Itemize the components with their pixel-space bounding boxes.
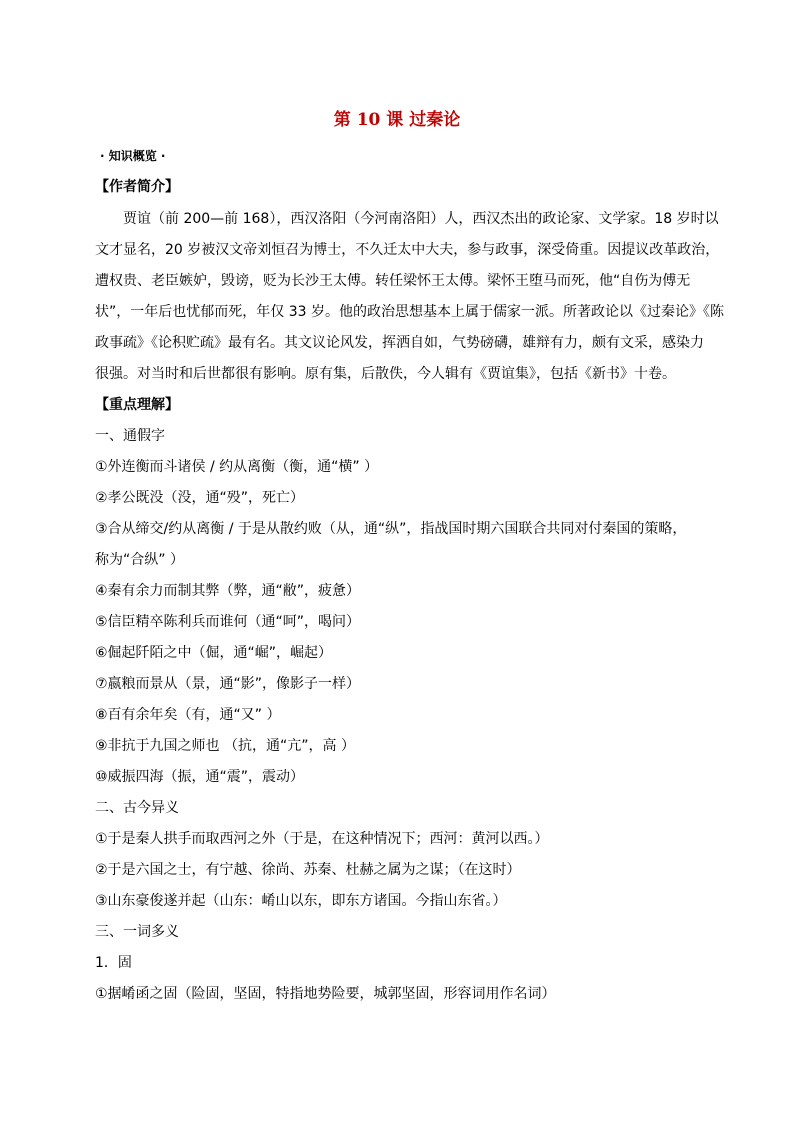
tongjia-item-5: ⑤信臣精卒陈利兵而谁何（通“呵”，喝问） xyxy=(95,614,361,630)
author-line-4: 状”，一年后也忧郁而死，年仅 33 岁。他的政治思想基本上属于儒家一派。所著政论以《过秦论》《陈 xyxy=(95,304,724,320)
tongjia-item-3: ③合从缔交/约从离衡 / 于是从散约败（从，通“纵”，指战国时期六国联合共同对付秦国的策略， xyxy=(95,521,687,537)
tongjia-item-9: ⑨非抗于九国之师也 （抗，通“亢”，高 ） xyxy=(95,738,355,754)
gujin-item-1: ①于是秦人拱手而取西河之外（于是，在这种情况下；西河：黄河以西。） xyxy=(95,831,549,847)
author-line-2: 文才显名，20 岁被汉文帝刘恒召为博士，不久迁太中大夫，参与政事，深受倚重。因提议改革政治， xyxy=(95,242,720,258)
tongjia-item-2: ②孝公既没（没，通“殁”，死亡） xyxy=(95,490,305,506)
author-line-1: 贾谊（前 200—前 168），西汉洛阳（今河南洛阳）人，西汉杰出的政论家、文学家。18 岁时以 xyxy=(123,211,719,227)
author-line-5: 政事疏》《论积贮疏》最有名。其文议论风发，挥洒自如，气势磅礴，雄辩有力，颇有文采，感染力 xyxy=(95,335,704,351)
section-yiciduoyi-heading: 三、一词多义 xyxy=(95,924,179,940)
tongjia-item-6: ⑥倔起阡陌之中（倔，通“崛”，崛起） xyxy=(95,645,333,661)
author-line-6: 很强。对当时和后世都很有影响。原有集，后散佚，今人辑有《贾谊集》，包括《新书》十卷。 xyxy=(95,366,676,382)
overview-label: · 知识概览 · xyxy=(100,149,166,163)
gujin-item-3: ③山东豪俊遂并起（山东：崤山以东，即东方诸国。今指山东省。） xyxy=(95,893,507,909)
tongjia-item-8: ⑧百有余年矣（有，通“又” ） xyxy=(95,707,281,723)
tongjia-item-4: ④秦有余力而制其弊（弊，通“敝”，疲惫） xyxy=(95,583,361,599)
tongjia-item-1: ①外连衡而斗诸侯 / 约从离衡（衡，通“横” ） xyxy=(95,459,379,475)
tongjia-item-3-cont: 称为“合纵” ） xyxy=(95,552,184,568)
section-tongjia-heading: 一、通假字 xyxy=(95,428,165,444)
gujin-item-2: ②于是六国之士，有宁越、徐尚、苏秦、杜赫之属为之谋；（在这时） xyxy=(95,862,521,878)
key-heading: 【重点理解】 xyxy=(95,397,179,413)
word-item-gu-heading: 1．固 xyxy=(95,955,132,971)
lesson-title: 第 10 课 过秦论 xyxy=(333,110,461,130)
author-line-3: 遭权贵、老臣嫉妒，毁谤，贬为长沙王太傅。转任梁怀王太傅。梁怀王堕马而死，他“自伤为傅无 xyxy=(95,273,691,289)
tongjia-item-10: ⑩威振四海（振，通“震”，震动） xyxy=(95,769,305,785)
section-gujin-heading: 二、古今异义 xyxy=(95,800,179,816)
gu-meaning-1: ①据崤函之固（险固，坚固，特指地势险要，城郭坚固，形容词用作名词） xyxy=(95,986,556,1002)
author-heading: 【作者简介】 xyxy=(95,179,179,195)
tongjia-item-7: ⑦嬴粮而景从（景，通“影”，像影子一样） xyxy=(95,676,361,692)
